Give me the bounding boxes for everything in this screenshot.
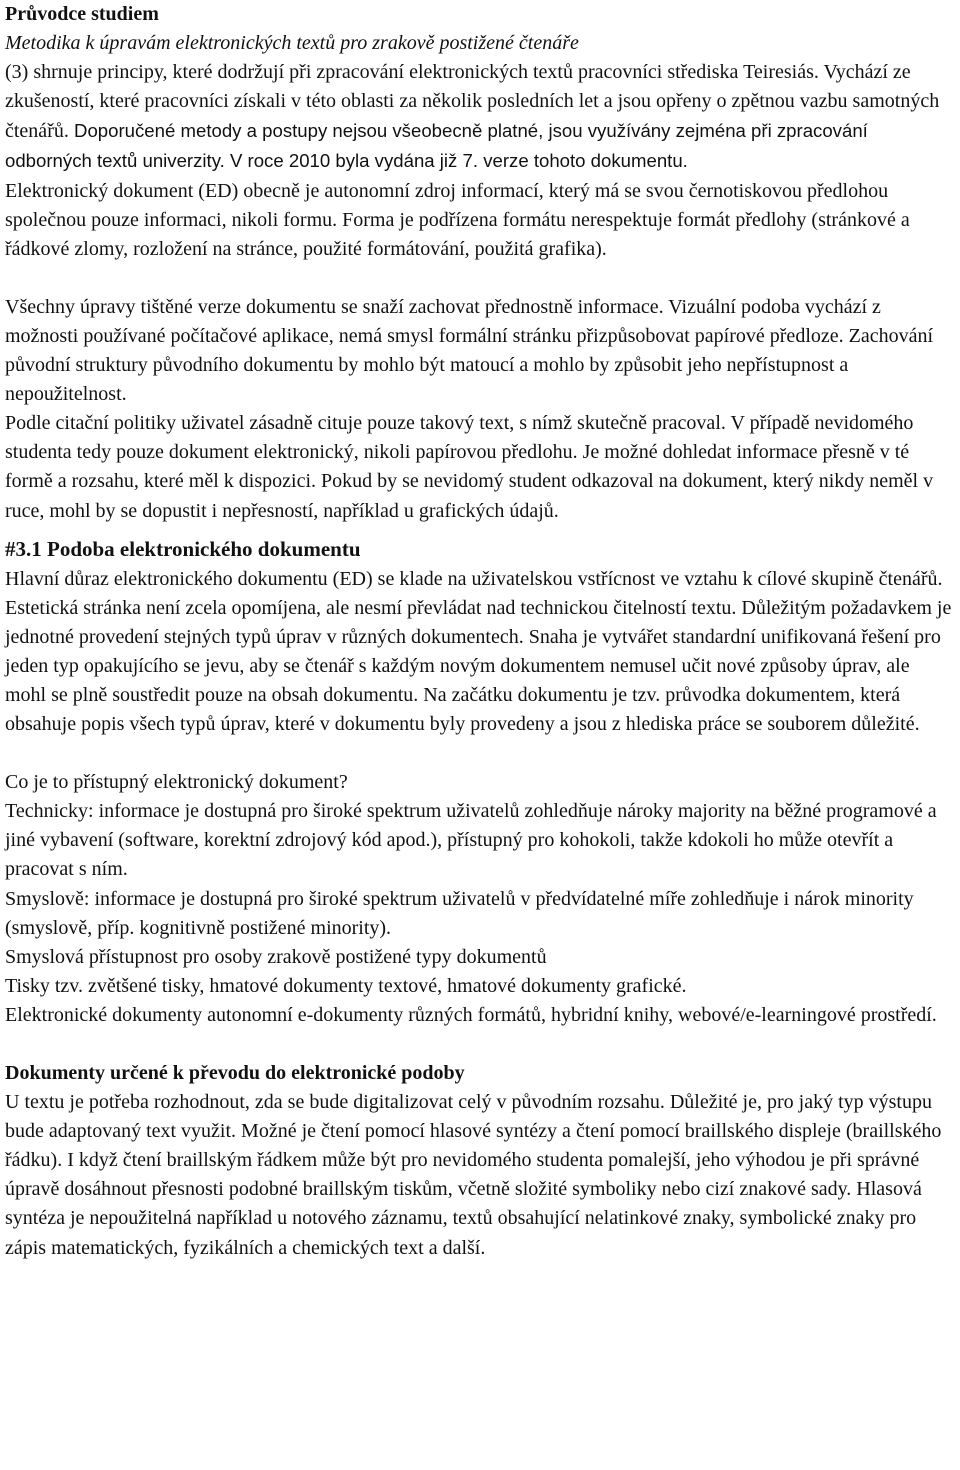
document-page (5, 0, 955, 1263)
accessible-types: Smyslová přístupnost pro osoby zrakově postižené typy dokumentů (5, 945, 547, 968)
accessible-electronic: Elektronické dokumenty autonomní e-dokumenty různých formátů, hybridní knihy, webové/e-learningové prostředí. (5, 1003, 937, 1026)
section-body: Hlavní důraz elektronického dokumentu (ED) se klade na uživatelskou vstřícnost ve vztahu k cílové skupině čtenářů. Estetická stránka není zcela opomíjena, ale nesmí převládat nad technickou čitelností textu. Důležitým požadavkem je jednotné provedení stejných typů úprav v různých dokumentech. Snaha je vytvářet standardní unifikovaná řešení pro jeden typ opakujícího se jevu, aby se čtenář s každým novým dokumentem nemusel učit nové způsoby úprav, ale mohl se plně soustředit pouze na obsah dokumentu. Na začátku dokumentu je tzv. průvodka dokumentem, která obsahuje popis všech typů úprav, které v dokumentu byly provedeny a jsou z hlediska práce se souborem důležité. (5, 567, 952, 736)
conversion-heading: Dokumenty určené k převodu do elektronické podoby (5, 1062, 465, 1084)
accessible-sensory: Smyslově: informace je dostupná pro široké spektrum uživatelů v předvídatelné míře zohledňuje i nárok minority (smyslově, příp. kognitivně postižené minority). (5, 887, 914, 939)
spacer (5, 526, 955, 534)
conversion-body: U textu je potřeba rozhodnout, zda se bude digitalizovat celý v původním rozsahu. Důležité je, pro jaký typ výstupu bude adaptovaný text využit. Možné je čtení pomocí hlasové syntézy a čtení pomocí braillského displeje (braillského řádku). I když čtení braillským řádkem může být pro nevidomého studenta pomalejší, jeho výhodou je při správné úpravě dosáhnout přesnosti podobné braillským tiskům, včetně složité symboliky nebo cizí znakové sady. Hlasová syntéza je nepoužitelná například u notového záznamu, textů obsahující nelatinkové znaky, symbolické znaky pro zápis matematických, fyzikálních a chemických text a další. (5, 1091, 942, 1259)
section-heading: #3.1 Podoba elektronického dokumentu (5, 536, 361, 561)
spacer (5, 1030, 955, 1059)
accessible-question: Co je to přístupný elektronický dokument? (5, 771, 348, 794)
accessible-prints: Tisky tzv. zvětšené tisky, hmatové dokumenty textové, hmatové dokumenty grafické. (5, 974, 687, 997)
document-title: Průvodce studiem (5, 3, 159, 25)
ed-definition-paragraph (5, 177, 955, 264)
intro-text: (3) shrnuje principy, které dodržují při zpracování elektronických textů pracovníci střediska Teiresiás. Vychází ze zkušeností, které pracovníci získali v této oblasti za několik posledních let a jsou opřeny o zpětnou vazbu samotných čtenářů. (5, 61, 940, 143)
spacer (5, 264, 955, 293)
ed-definition-text: Elektronický dokument (ED) obecně je autonomní zdroj informací, který má se svou černotiskovou předlohou společnou pouze informaci, nikoli formu. (5, 179, 889, 231)
citation-paragraph: Podle citační politiky uživatel zásadně cituje pouze takový text, s nímž skutečně pracoval. V případě nevidomého studenta tedy pouze dokument elektronický, nikoli papírovou předlohu. Je možné dohledat informace přesně v té formě a rozsahu, které měl k dispozici. Pokud by se nevidomý student odkazoval na dokument, který nikdy neměl v ruce, mohl by se dopustit i nepřesností, například u grafických údajů. (5, 412, 934, 522)
spacer (5, 739, 955, 768)
ed-form-text: Forma je podřízena formátu nerespektuje formát předlohy (stránkové a řádkové zlomy, rozložení na stránce, použité formátování, použitá grafika). (5, 208, 910, 260)
accessible-technical: Technicky: informace je dostupná pro široké spektrum uživatelů zohledňuje nároky majority na běžné programové a jiné vybavení (software, korektní zdrojový kód apod.), přístupný pro kohokoli, takže kdokoli ho může otevřít a pracovat s ním. (5, 800, 937, 881)
document-subtitle: Metodika k úpravám elektronických textů pro zrakově postižené čtenáře (5, 32, 579, 55)
intro-text-sans: Doporučené metody a postupy nejsou všeobecně platné, jsou využívány zejména při zpracování odborných textů univerzity. V roce 2010 byla vydána již 7. verze tohoto dokumentu. (5, 120, 868, 172)
modifications-paragraph: Všechny úpravy tištěné verze dokumentu se snaží zachovat přednostně informace. Vizuální podoba vychází z možnosti používané počítačové aplikace, nemá smysl formální stránku přizpůsobovat papírové předloze. Zachování původní struktury původního dokumentu by mohlo být matoucí a mohlo by způsobit jeho nepřístupnost a nepoužitelnost. (5, 295, 934, 406)
intro-paragraph (5, 58, 955, 176)
